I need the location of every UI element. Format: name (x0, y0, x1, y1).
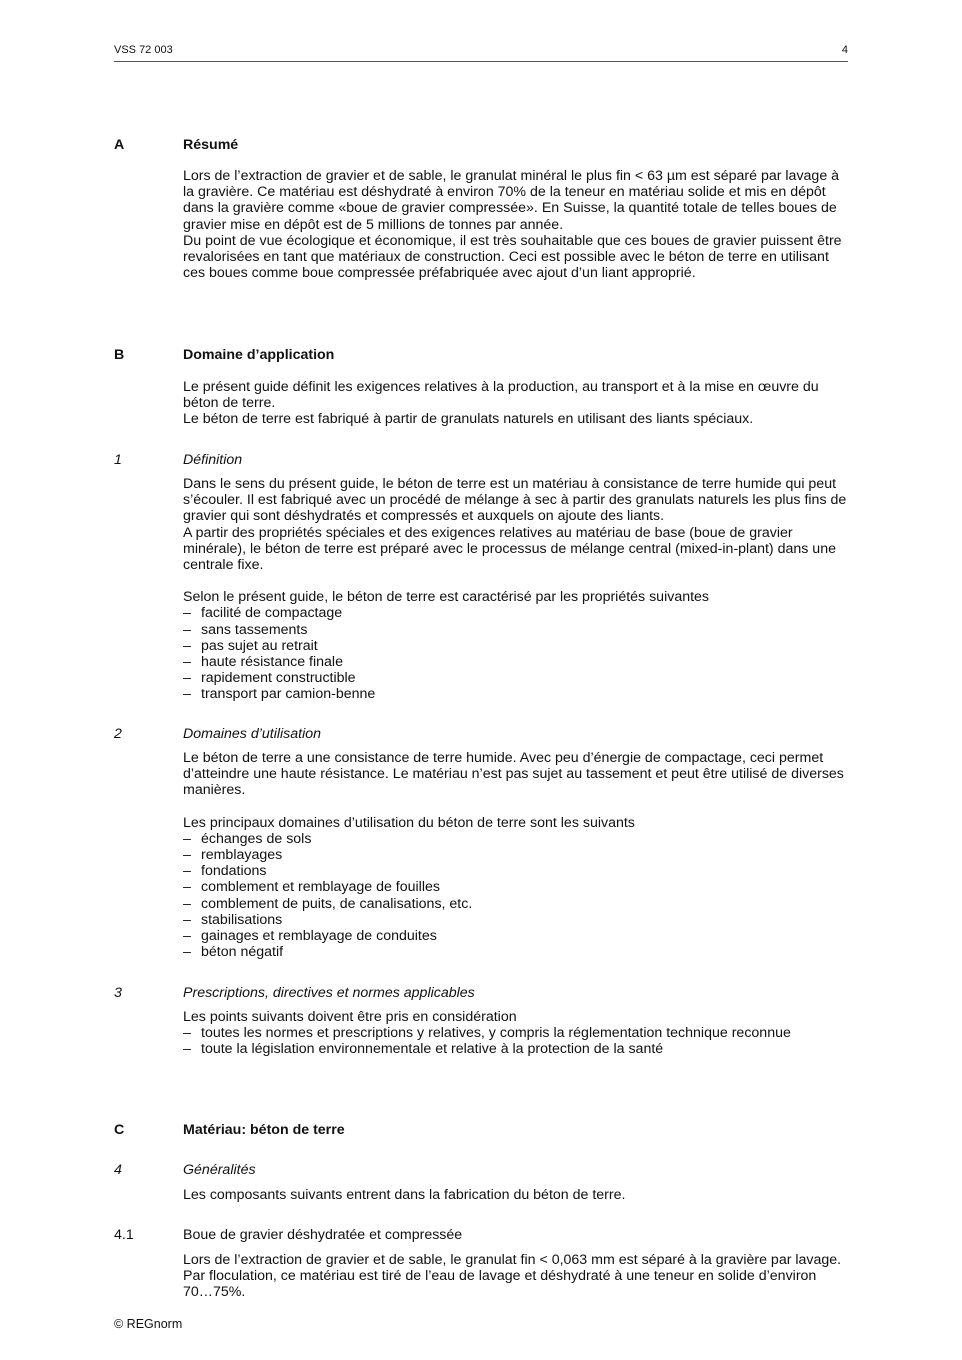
section-4-1-number: 4.1 (114, 1227, 134, 1243)
list-intro: Les principaux domaines d’utilisation du béton de terre sont les suivants (183, 814, 635, 831)
paragraph: Les composants suivants entrent dans la fabrication du béton de terre. (183, 1187, 626, 1203)
list-item: – comblement de puits, de canalisations, etc. (183, 896, 848, 912)
section-1-body (183, 476, 848, 703)
paragraph: A partir des propriétés spéciales et des exigences relatives au matériau de base (boue de gravier minérale), le béton de terre est préparé avec le processus de mélange central (mixed-in-plant) dans une centrale fixe. (183, 524, 836, 574)
list-item: – échanges de sols (183, 831, 848, 847)
section-2-number: 2 (114, 726, 122, 742)
paragraph: Lors de l’extraction de gravier et de sable, le granulat minéral le plus fin < 63 µm est séparé par lavage à la gravière. Ce matériau est déshydraté à environ 70% de la teneur en matériau solide et mis en dépôt dans la gravière comme «boue de gravier compressée». En Suisse, la quantité totale de telles boues de gravier mise en dépôt est de 5 millions de tonnes par année. (183, 168, 840, 233)
paragraph: Dans le sens du présent guide, le béton de terre est un matériau à consistance de terre humide qui peut s’écouler. Il est fabriqué avec un procédé de mélange à sec à partir des granulats naturels les plus fins de gravier qui sont déshydratés et compressés et auxquels on ajoute des liants. (183, 476, 847, 525)
paragraph: Du point de vue écologique et économique, il est très souhaitable que ces boues de gravier puissent être revalorisées en tant que matériaux de construction. Ceci est possible avec le béton de terre en utilisant ces boues comme boue compressée préfabriquée avec ajout d’un liant approprié. (183, 232, 842, 282)
paragraph: Le présent guide définit les exigences relatives à la production, au transport et à la mise en œuvre du béton de terre. (183, 379, 819, 412)
paragraph: Le béton de terre est fabriqué à partir de granulats naturels en utilisant des liants spéciaux. (183, 411, 754, 428)
list-item: – pas sujet au retrait (183, 638, 848, 654)
section-b-number: B (114, 347, 125, 363)
section-b-body (183, 379, 848, 428)
list-item: – fondations (183, 863, 848, 879)
list-intro: Les points suivants doivent être pris en considération (183, 1009, 517, 1025)
list-item: – gainages et remblayage de conduites (183, 928, 848, 944)
list-intro: Selon le présent guide, le béton de terre est caractérisé par les propriétés suivantes (183, 589, 710, 606)
section-2-title: Domaines d’utilisation (183, 726, 322, 742)
list-item: – sans tassements (183, 622, 848, 638)
list-item: – remblayages (183, 847, 848, 863)
list-item: – comblement et remblayage de fouilles (183, 879, 848, 895)
section-1-number: 1 (114, 452, 122, 468)
list-item: – facilité de compactage (183, 605, 848, 621)
list-item: – toutes les normes et prescriptions y relatives, y compris la réglementation technique reconnue (183, 1025, 848, 1041)
paragraph: Lors de l’extraction de gravier et de sable, le granulat fin < 0,063 mm est séparé à la gravière par lavage. (183, 1252, 842, 1268)
list-item: – béton négatif (183, 944, 848, 960)
section-3-number: 3 (114, 985, 122, 1001)
properties-list (183, 605, 848, 702)
header-page-number: 4 (841, 44, 848, 56)
list-item: – toute la législation environnementale et relative à la protection de la santé (183, 1041, 848, 1057)
section-a-number: A (114, 137, 125, 153)
footer-copyright: © REGnorm (114, 1317, 183, 1331)
list-item: – stabilisations (183, 912, 848, 928)
header-rule (114, 61, 848, 62)
section-a-body (183, 168, 848, 281)
section-3-title: Prescriptions, directives et normes applicables (183, 985, 475, 1001)
section-4-number: 4 (114, 1162, 122, 1178)
list-item: – haute résistance finale (183, 654, 848, 670)
paragraph: Le béton de terre a une consistance de terre humide. Avec peu d’énergie de compactage, ceci permet d’atteindre une haute résistance. Le matériau n’est pas sujet au tassement et peut être utilisé de diverses manières. (183, 750, 844, 799)
uses-list (183, 831, 848, 961)
section-1-title: Définition (183, 452, 243, 468)
list-item: – rapidement constructible (183, 670, 848, 686)
section-b-title: Domaine d’application (183, 347, 335, 363)
section-4-1-title: Boue de gravier déshydratée et compressée (183, 1227, 463, 1243)
section-4-title: Généralités (183, 1162, 256, 1178)
section-c-number: C (114, 1122, 125, 1138)
requirements-list (183, 1025, 848, 1057)
section-2-body (183, 750, 848, 960)
section-a-title: Résumé (183, 137, 239, 153)
paragraph: Par floculation, ce matériau est tiré de l’eau de lavage et déshydraté à une teneur en solide d’environ 70…75%. (183, 1268, 817, 1301)
list-item: – transport par camion-benne (183, 686, 848, 702)
section-3-body (183, 1009, 848, 1058)
header-doc-id: VSS 72 003 (114, 44, 173, 56)
section-c-title: Matériau: béton de terre (183, 1122, 345, 1138)
section-4-body (183, 1187, 848, 1203)
section-4-1-body (183, 1252, 848, 1301)
